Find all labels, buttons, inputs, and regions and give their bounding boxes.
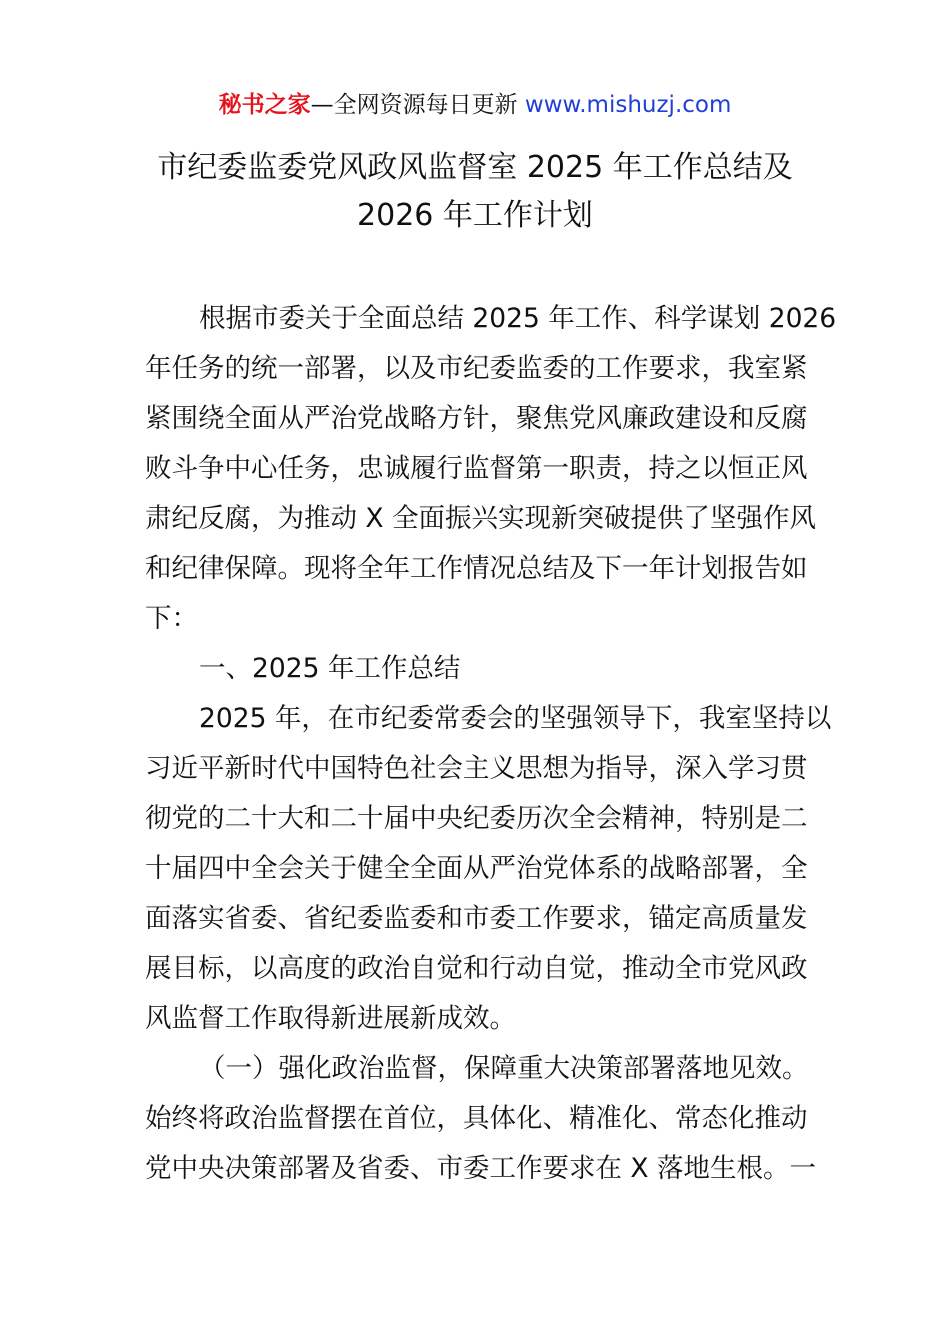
paragraph-intro-line: 和纪律保障。现将全年工作情况总结及下一年计划报告如: [145, 553, 808, 584]
document-title: [100, 144, 850, 240]
title-line-1: 市纪委监委党风政风监督室 2025 年工作总结及: [157, 150, 793, 185]
paragraph-summary-line: 风监督工作取得新进展新成效。: [145, 1003, 516, 1034]
paragraph-summary-line: 习近平新时代中国特色社会主义思想为指导，深入学习贯: [145, 753, 808, 784]
paragraph-summary-line: 2025 年，在市纪委常委会的坚强领导下，我室坚持以: [199, 703, 832, 734]
paragraph-intro-line: 败斗争中心任务，忠诚履行监督第一职责，持之以恒正风: [145, 453, 808, 484]
paragraph-summary-line: 十届四中全会关于健全全面从严治党体系的战略部署，全: [145, 853, 808, 884]
paragraph-intro-line: 肃纪反腐，为推动 X 全面振兴实现新突破提供了坚强作风: [145, 503, 817, 534]
site-tagline: —全网资源每日更新: [310, 92, 518, 118]
paragraph-political-line: 始终将政治监督摆在首位，具体化、精准化、常态化推动: [145, 1103, 808, 1134]
paragraph-political-line: 党中央决策部署及省委、市委工作要求在 X 落地生根。一: [145, 1153, 817, 1184]
paragraph-intro-line: 年任务的统一部署，以及市纪委监委的工作要求，我室紧: [145, 353, 808, 384]
paragraph-intro-line: 根据市委关于全面总结 2025 年工作、科学谋划 2026: [199, 303, 837, 334]
paragraph-summary-line: 面落实省委、省纪委监委和市委工作要求，锚定高质量发: [145, 903, 808, 934]
paragraph-intro-line: 紧围绕全面从严治党战略方针，聚焦党风廉政建设和反腐: [145, 403, 808, 434]
paragraph-summary-line: 彻党的二十大和二十届中央纪委历次全会精神，特别是二: [145, 803, 808, 834]
section-heading: 一、2025 年工作总结: [199, 653, 461, 684]
document-body: [145, 294, 837, 1194]
site-brand: 秘书之家: [218, 92, 311, 118]
paragraph-intro-line: 下：: [145, 603, 198, 634]
subsection-heading: （一）强化政治监督，保障重大决策部署落地见效。: [199, 1053, 809, 1084]
site-url-link[interactable]: www.mishuzj.com: [524, 92, 732, 118]
paragraph-summary-line: 展目标，以高度的政治自觉和行动自觉，推动全市党风政: [145, 953, 808, 984]
title-line-2: 2026 年工作计划: [357, 198, 593, 233]
site-header: [0, 88, 950, 122]
